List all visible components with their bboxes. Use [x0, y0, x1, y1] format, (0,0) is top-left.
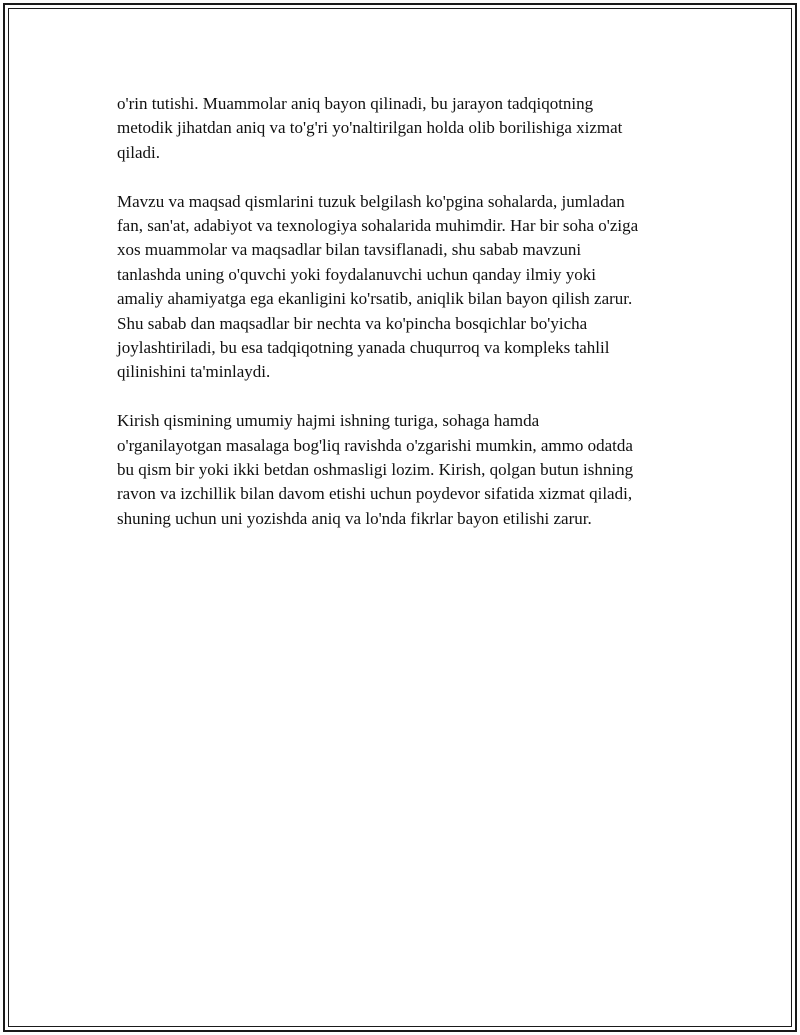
paragraph-1: o'rin tutishi. Muammolar aniq bayon qilinadi, bu jarayon tadqiqotning metodik jihatdan aniq va to'g'ri yo'naltirilgan holda olib borilishiga xizmat qiladi.	[117, 94, 623, 162]
paragraph-2: Mavzu va maqsad qismlarini tuzuk belgilash ko'pgina sohalarda, jumladan fan, san'at, adabiyot va texnologiya sohalarida muhimdir. Har bir soha o'ziga xos muammolar va maqsadlar bilan tavsiflanadi, shu sabab mavzuni tanlashda uning o'quvchi yoki foydalanuvchi uchun qanday ilmiy yoki amaliy ahamiyatga ega ekanligini ko'rsatib, aniqlik bilan bayon qilish zarur. Shu sabab dan maqsadlar bir nechta va ko'pincha bosqichlar bo'yicha joylashtiriladi, bu esa tadqiqotning yanada chuqurroq va kompleks tahlil qilinishini ta'minlaydi.	[117, 191, 639, 382]
paragraph-3: Kirish qismining umumiy hajmi ishning turiga, sohaga hamda o'rganilayotgan masalaga bog'liq ravishda o'zgarishi mumkin, ammo odatda bu qism bir yoki ikki betdan oshmasligi lozim. Kirish, qolgan butun ishning ravon va izchillik bilan davom etishi uchun poydevor sifatida xizmat qiladi, shuning uchun uni yozishda aniq va lo'nda fikrlar bayon etilishi zarur.	[117, 411, 634, 528]
document-body	[117, 92, 697, 556]
